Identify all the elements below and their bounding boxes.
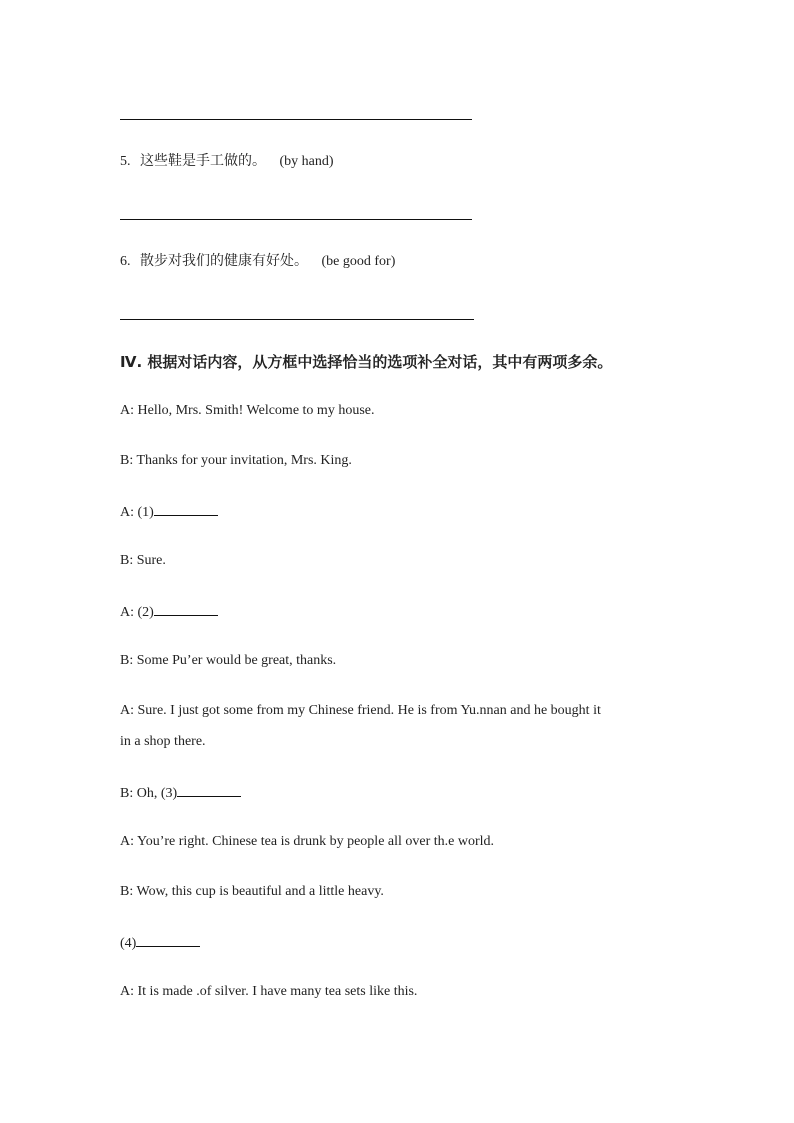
translation-item-5 bbox=[120, 151, 334, 172]
blank-4-input[interactable] bbox=[136, 932, 200, 947]
dialogue-text: A: (2) bbox=[120, 605, 154, 620]
item-number: 6. bbox=[120, 254, 131, 269]
dialogue-line: B: Wow, this cup is beautiful and a little heavy. bbox=[120, 884, 384, 899]
item-hint: (be good for) bbox=[321, 254, 396, 269]
section-4-title: Ⅳ. 根据对话内容，从方框中选择恰当的选项补全对话，其中有两项多余。 bbox=[120, 353, 613, 371]
dialogue-line: A: You’re right. Chinese tea is drunk by people all over th.e world. bbox=[120, 834, 495, 849]
dialogue-line: in a shop there. bbox=[120, 734, 206, 749]
dialogue-text: B: Oh, (3) bbox=[120, 786, 178, 801]
item-sentence: 这些鞋是手工做的。 bbox=[140, 153, 266, 169]
dialogue-line: A: It is made .of silver. I have many tea sets like this. bbox=[120, 984, 418, 999]
dialogue-line: B: Sure. bbox=[120, 553, 166, 568]
item-hint: (by hand) bbox=[279, 154, 334, 169]
answer-line-5[interactable] bbox=[120, 219, 472, 220]
dialogue-line: A: Sure. I just got some from my Chinese friend. He is from Yu.nnan and he bought it bbox=[120, 703, 601, 718]
blank-2-input[interactable] bbox=[154, 601, 218, 616]
item-sentence: 散步对我们的健康有好处。 bbox=[140, 253, 308, 269]
dialogue-line: A: Hello, Mrs. Smith! Welcome to my house. bbox=[120, 403, 375, 418]
dialogue-line: B: Some Pu’er would be great, thanks. bbox=[120, 653, 337, 668]
dialogue-line: B: Thanks for your invitation, Mrs. King. bbox=[120, 453, 352, 468]
answer-line-6[interactable] bbox=[120, 319, 474, 320]
translation-item-6 bbox=[120, 251, 395, 272]
dialogue-text: (4) bbox=[120, 936, 137, 951]
blank-1-input[interactable] bbox=[154, 501, 218, 516]
dialogue-line-blank-2 bbox=[120, 601, 218, 623]
dialogue-line-blank-3 bbox=[120, 782, 241, 804]
dialogue-line-blank-4 bbox=[120, 932, 200, 954]
dialogue-text: A: (1) bbox=[120, 505, 154, 520]
item-number: 5. bbox=[120, 154, 131, 169]
answer-line-4[interactable] bbox=[120, 119, 472, 120]
dialogue-line-blank-1 bbox=[120, 501, 218, 523]
blank-3-input[interactable] bbox=[177, 782, 241, 797]
